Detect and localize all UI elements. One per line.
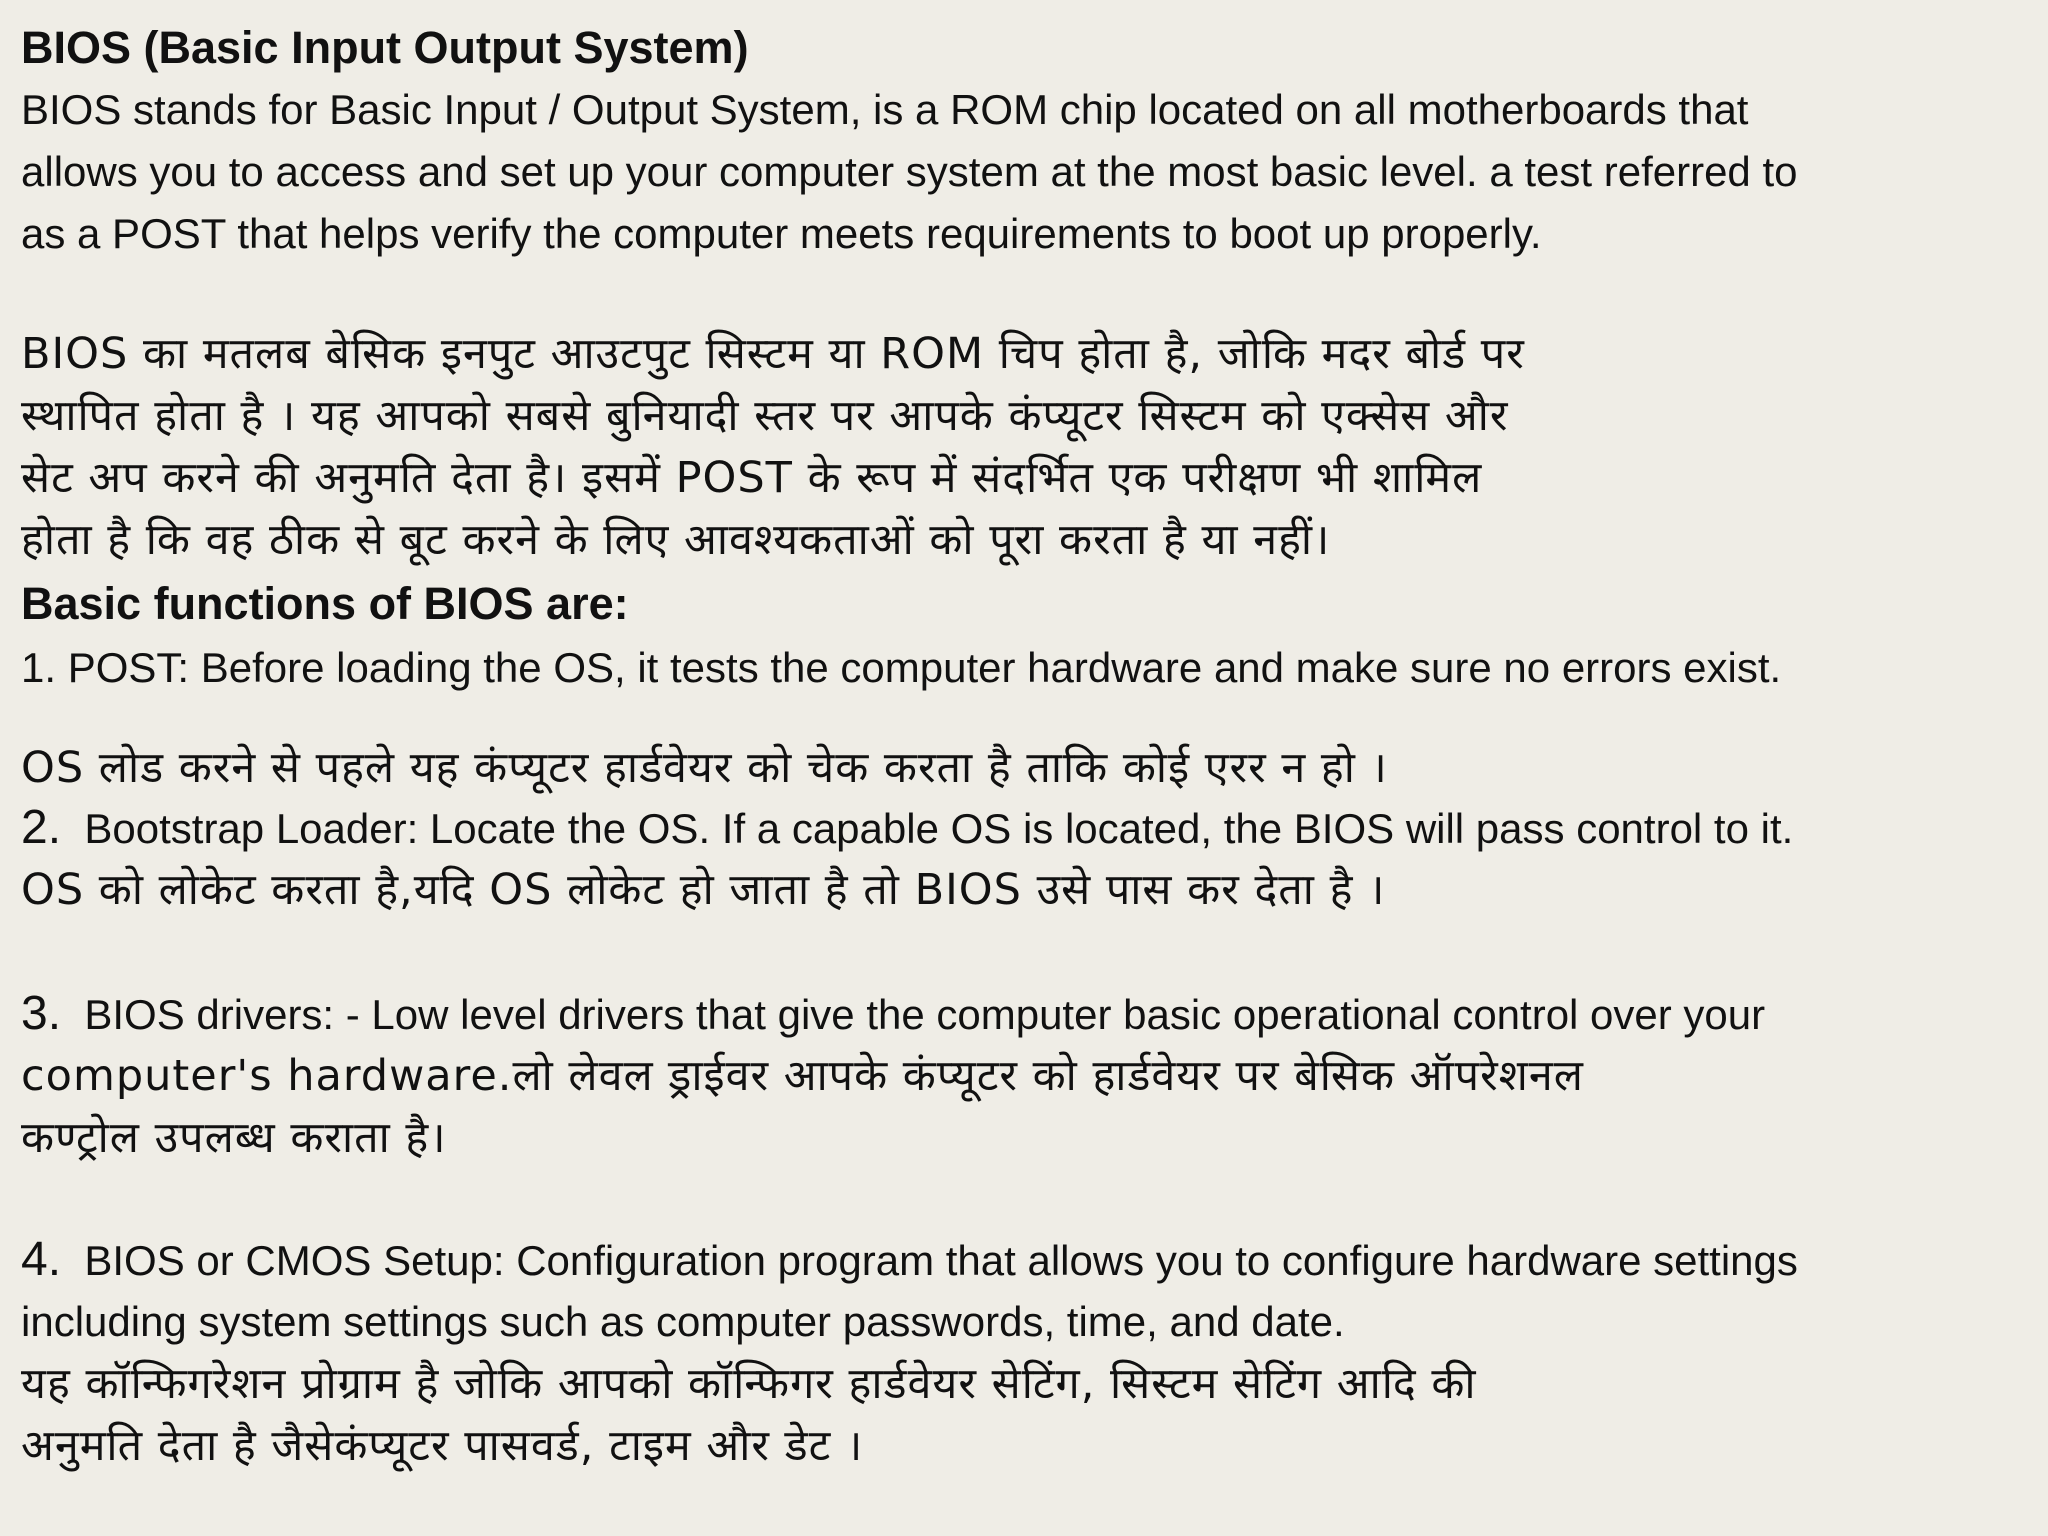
item-1-english: 1. POST: Before loading the OS, it tests the computer hardware and make sure no errors exist. [21,644,1782,691]
item-2-hindi: OS को लोकेट करता है,यदि OS लोकेट हो जाता है तो BIOS उसे पास कर देता है । [21,865,1386,915]
item-1-hindi: OS लोड करने से पहले यह कंप्यूटर हार्डवेयर को चेक करता है ताकि कोई एरर न हो । [21,743,1388,793]
item-4-hindi-line-1: यह कॉन्फिगरेशन प्रोग्राम है जोकि आपको कॉन्फिगर हार्डवेयर सेटिंग, सिस्टम सेटिंग आदि की [21,1359,1477,1409]
item-4-number: 4. [21,1233,62,1286]
item-3-english [21,984,1765,1044]
item-2-english [21,798,1793,858]
intro-hi-line-2: स्थापित होता है । यह आपको सबसे बुनियादी स्तर पर आपके कंप्यूटर सिस्टम को एक्सेस और [21,391,1509,441]
intro-en-line-3: as a POST that helps verify the computer meets requirements to boot up properly. [21,210,1542,257]
item-4-english [21,1230,1798,1290]
document-title: BIOS (Basic Input Output System) [21,22,749,73]
item-3-line-3: कण्ट्रोल उपलब्ध कराता है। [21,1113,447,1163]
item-3-text: BIOS drivers: - Low level drivers that give the computer basic operational control over your [84,991,1766,1038]
item-3-line-2: computer's hardware.लो लेवल ड्राईवर आपके कंप्यूटर को हार्डवेयर पर बेसिक ऑपरेशनल [21,1051,1584,1101]
functions-heading: Basic functions of BIOS are: [21,578,629,629]
intro-hi-line-4: होता है कि वह ठीक से बूट करने के लिए आवश्यकताओं को पूरा करता है या नहीं। [21,515,1331,565]
intro-hi-line-3: सेट अप करने की अनुमति देता है। इसमें POST के रूप में संदर्भित एक परीक्षण भी शामिल [21,453,1483,503]
item-4-line-2: including system settings such as computer passwords, time, and date. [21,1298,1345,1345]
item-4-hindi-line-2: अनुमति देता है जैसेकंप्यूटर पासवर्ड, टाइम और डेट । [21,1421,864,1471]
item-2-number: 2. [21,801,62,854]
item-2-text: Bootstrap Loader: Locate the OS. If a capable OS is located, the BIOS will pass control to it. [84,805,1794,852]
item-3-number: 3. [21,987,62,1040]
intro-hi-line-1: BIOS का मतलब बेसिक इनपुट आउटपुट सिस्टम या ROM चिप होता है, जोकि मदर बोर्ड पर [21,329,1525,379]
item-4-text: BIOS or CMOS Setup: Configuration program that allows you to configure hardware settings [84,1237,1798,1284]
intro-en-line-2: allows you to access and set up your computer system at the most basic level. a test referred to [21,148,1798,195]
intro-en-line-1: BIOS stands for Basic Input / Output System, is a ROM chip located on all motherboards that [21,86,1749,133]
